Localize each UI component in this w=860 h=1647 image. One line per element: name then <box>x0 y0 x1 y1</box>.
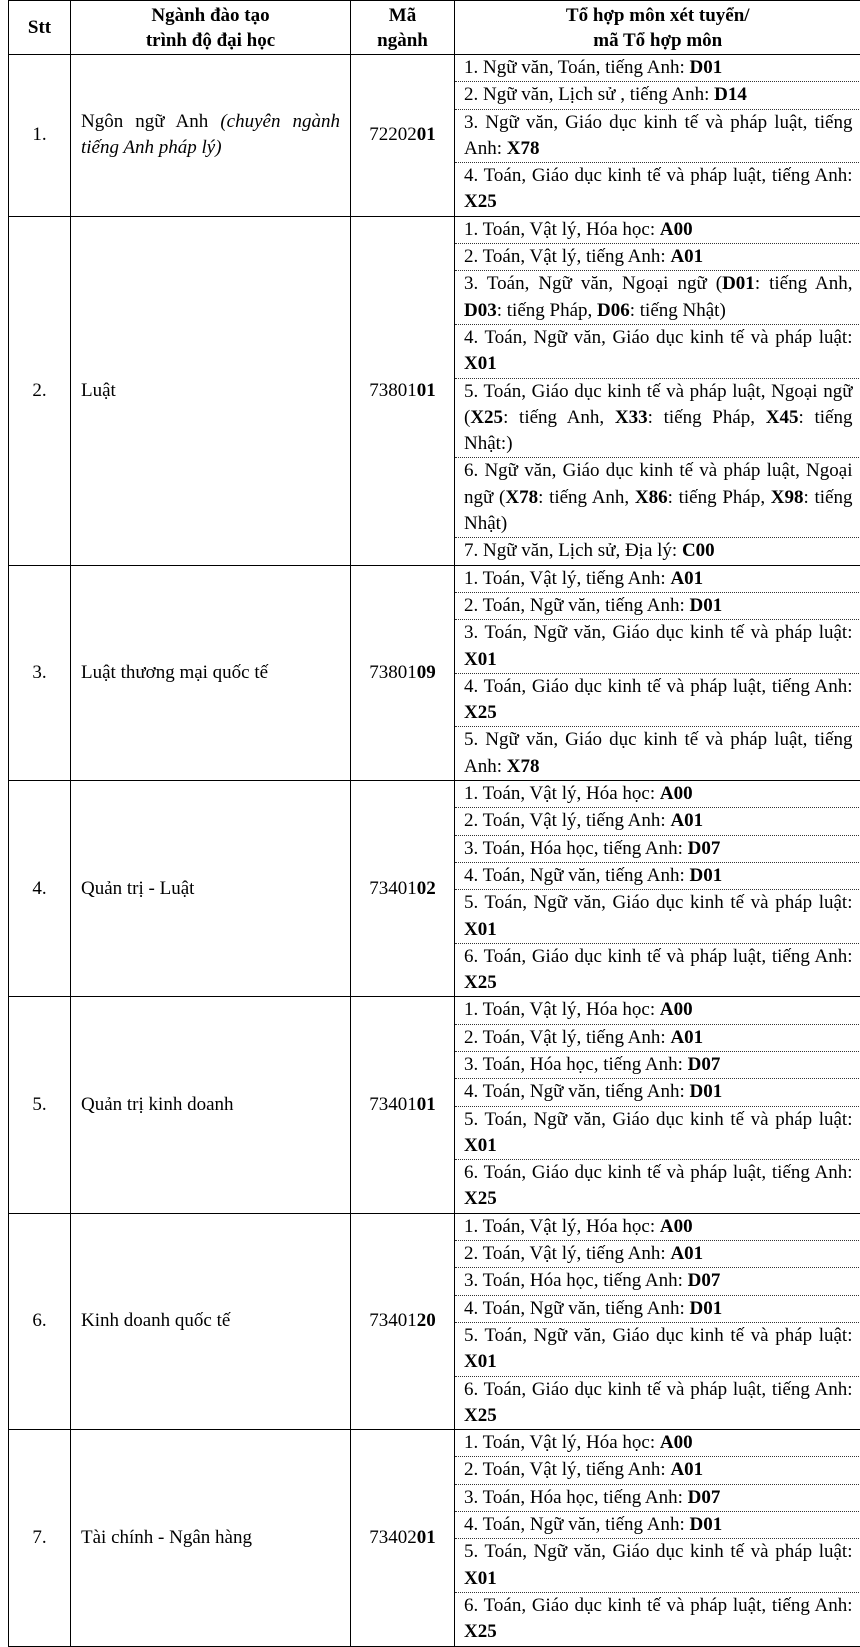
subject-combo-item <box>455 244 860 271</box>
combo-code: X01 <box>464 1351 497 1372</box>
combo-text: 2. Ngữ văn, Lịch sử , tiếng Anh: <box>464 84 714 105</box>
combo-code: X25 <box>464 1405 497 1426</box>
combo-code: A00 <box>660 783 693 804</box>
combo-code: X98 <box>771 487 804 508</box>
header-program-line2: trình độ đại học <box>71 28 350 53</box>
table-row <box>9 1213 860 1429</box>
row-program-code <box>351 1430 455 1646</box>
combo-text: 7. Ngữ văn, Lịch sử, Địa lý: <box>464 540 682 561</box>
combo-code: X86 <box>635 487 668 508</box>
admission-table-page <box>8 0 860 1647</box>
header-combos-line1: Tổ hợp môn xét tuyển/ <box>455 3 860 28</box>
combo-text: 2. Toán, Vật lý, tiếng Anh: <box>464 810 670 831</box>
subject-combo-item <box>455 55 860 82</box>
combo-text: 5. Toán, Ngữ văn, Giáo dục kinh tế và pháp luật: <box>464 1541 853 1562</box>
combo-text: 4. Toán, Ngữ văn, tiếng Anh: <box>464 1298 690 1319</box>
combo-code: X01 <box>464 1568 497 1589</box>
header-code <box>351 1 455 55</box>
row-stt: 3. <box>9 565 71 780</box>
combo-text: 1. Toán, Vật lý, Hóa học: <box>464 999 660 1020</box>
table-row <box>9 216 860 565</box>
program-code-suffix: 01 <box>417 124 436 145</box>
subject-combo-item <box>455 1430 860 1457</box>
subject-combo-item <box>455 1241 860 1268</box>
subject-combo-item <box>455 1052 860 1079</box>
combo-code: D01 <box>722 273 755 294</box>
combo-text: 5. Toán, Ngữ văn, Giáo dục kinh tế và pháp luật: <box>464 892 853 913</box>
combo-text: : tiếng Nhật) <box>464 487 853 534</box>
table-row <box>9 1430 860 1646</box>
program-name-text: Kinh doanh quốc tế <box>81 1310 230 1331</box>
program-code-suffix: 20 <box>417 1310 436 1331</box>
program-code-suffix: 09 <box>417 662 436 683</box>
combo-code: A01 <box>670 1459 703 1480</box>
combo-code: X01 <box>464 1135 497 1156</box>
subject-combo-item <box>455 566 860 593</box>
combo-text: 3. Toán, Hóa học, tiếng Anh: <box>464 1270 688 1291</box>
program-code-prefix: 73801 <box>369 380 417 401</box>
subject-combo-item <box>455 593 860 620</box>
subject-combo-item <box>455 110 860 164</box>
subject-combo-item <box>455 1323 860 1377</box>
row-program-name <box>71 1213 351 1429</box>
combo-text: 3. Toán, Hóa học, tiếng Anh: <box>464 1054 688 1075</box>
combo-code: X01 <box>464 919 497 940</box>
combo-code: D01 <box>690 57 723 78</box>
subject-combo-item <box>455 836 860 863</box>
subject-combo-item <box>455 1539 860 1593</box>
program-code-prefix: 73401 <box>369 1310 417 1331</box>
combo-code: A00 <box>660 999 693 1020</box>
combo-code: A01 <box>670 568 703 589</box>
subject-combo-item <box>455 379 860 459</box>
subject-combo-item <box>455 944 860 997</box>
program-name-text: Quản trị - Luật <box>81 878 194 899</box>
row-program-name <box>71 55 351 217</box>
combo-text: : tiếng Nhật) <box>630 300 726 321</box>
row-program-code <box>351 997 455 1213</box>
subject-combo-item <box>455 808 860 835</box>
combo-text: 6. Toán, Giáo dục kinh tế và pháp luật, tiếng Anh: <box>464 1379 853 1400</box>
combo-code: X25 <box>464 1621 497 1642</box>
combo-text: 4. Toán, Giáo dục kinh tế và pháp luật, tiếng Anh: <box>464 165 853 186</box>
header-program-line1: Ngành đào tạo <box>71 3 350 28</box>
combo-text: 3. Toán, Hóa học, tiếng Anh: <box>464 838 688 859</box>
subject-combo-item <box>455 1107 860 1161</box>
combo-code: D01 <box>690 595 723 616</box>
combo-code: D01 <box>690 865 723 886</box>
table-row <box>9 565 860 780</box>
table-body <box>9 55 860 1647</box>
header-code-line1: Mã <box>351 3 454 28</box>
row-program-code <box>351 216 455 565</box>
combo-code: X25 <box>464 972 497 993</box>
row-program-code <box>351 781 455 997</box>
subject-combo-item <box>455 1457 860 1484</box>
combo-text: 3. Toán, Ngữ văn, Ngoại ngữ ( <box>464 273 722 294</box>
combo-text: 1. Toán, Vật lý, Hóa học: <box>464 1432 660 1453</box>
subject-combo-item <box>455 1512 860 1539</box>
combo-code: D01 <box>690 1298 723 1319</box>
program-code-suffix: 01 <box>417 1527 436 1548</box>
combo-code: A01 <box>670 810 703 831</box>
combo-text: 5. Toán, Ngữ văn, Giáo dục kinh tế và pháp luật: <box>464 1109 853 1130</box>
row-stt: 7. <box>9 1430 71 1646</box>
combo-text: 4. Toán, Ngữ văn, tiếng Anh: <box>464 1081 690 1102</box>
table-row <box>9 781 860 997</box>
subject-combo-item <box>455 727 860 780</box>
subject-combo-item <box>455 217 860 244</box>
program-name-text: Luật <box>81 380 116 401</box>
combo-text: 1. Ngữ văn, Toán, tiếng Anh: <box>464 57 690 78</box>
combo-text: 6. Toán, Giáo dục kinh tế và pháp luật, tiếng Anh: <box>464 1595 853 1616</box>
combo-code: D03 <box>464 300 497 321</box>
combo-text: 4. Toán, Giáo dục kinh tế và pháp luật, tiếng Anh: <box>464 676 853 697</box>
combo-text: : tiếng Pháp, <box>648 407 766 428</box>
program-code-prefix: 73801 <box>369 662 417 683</box>
subject-combo-item <box>455 271 860 325</box>
combo-code: A00 <box>660 1216 693 1237</box>
combo-code: D14 <box>714 84 747 105</box>
combo-text: 3. Ngữ văn, Giáo dục kinh tế và pháp luật, tiếng Anh: <box>464 112 853 159</box>
combo-code: A01 <box>670 1243 703 1264</box>
program-code-prefix: 72202 <box>369 124 417 145</box>
combo-text: 2. Toán, Ngữ văn, tiếng Anh: <box>464 595 690 616</box>
combo-text: 6. Toán, Giáo dục kinh tế và pháp luật, tiếng Anh: <box>464 1162 853 1183</box>
combo-code: D07 <box>688 1487 721 1508</box>
combo-text: 2. Toán, Vật lý, tiếng Anh: <box>464 1243 670 1264</box>
program-name-text: Ngôn ngữ Anh <box>81 111 220 132</box>
program-name-text: Luật thương mại quốc tế <box>81 662 268 683</box>
header-stt <box>9 1 71 55</box>
program-code-prefix: 73402 <box>369 1527 417 1548</box>
combo-text: 1. Toán, Vật lý, Hóa học: <box>464 1216 660 1237</box>
table-row <box>9 997 860 1213</box>
row-program-name <box>71 781 351 997</box>
row-subject-combos <box>455 997 860 1213</box>
subject-combo-item <box>455 1079 860 1106</box>
subject-combo-item <box>455 620 860 674</box>
combo-text: 5. Toán, Giáo dục kinh tế và pháp luật, Ngoại ngữ ( <box>464 381 853 428</box>
row-stt: 1. <box>9 55 71 217</box>
subject-combo-item <box>455 1485 860 1512</box>
subject-combo-item <box>455 997 860 1024</box>
header-program <box>71 1 351 55</box>
header-code-line2: ngành <box>351 28 454 53</box>
subject-combo-item <box>455 863 860 890</box>
row-program-name <box>71 1430 351 1646</box>
combo-text: 2. Toán, Vật lý, tiếng Anh: <box>464 246 670 267</box>
subject-combo-item <box>455 1593 860 1646</box>
combo-text: : tiếng Anh, <box>503 407 615 428</box>
subject-combo-item <box>455 1268 860 1295</box>
row-subject-combos <box>455 1213 860 1429</box>
row-program-name <box>71 997 351 1213</box>
program-specialization-text: (chuyên ngành tiếng Anh pháp lý) <box>81 111 340 158</box>
combo-text: 2. Toán, Vật lý, tiếng Anh: <box>464 1459 670 1480</box>
subject-combo-item <box>455 538 860 564</box>
row-program-code <box>351 55 455 217</box>
subject-combo-item <box>455 163 860 216</box>
row-subject-combos <box>455 565 860 780</box>
program-name-text: Quản trị kinh doanh <box>81 1094 234 1115</box>
row-stt: 4. <box>9 781 71 997</box>
row-program-name <box>71 565 351 780</box>
subject-combo-item <box>455 1296 860 1323</box>
subject-combo-item <box>455 674 860 728</box>
combo-text: 1. Toán, Vật lý, Hóa học: <box>464 219 660 240</box>
program-name-text: Tài chính - Ngân hàng <box>81 1527 252 1548</box>
combo-text: 4. Toán, Ngữ văn, tiếng Anh: <box>464 865 690 886</box>
row-subject-combos <box>455 55 860 217</box>
combo-text: 5. Toán, Ngữ văn, Giáo dục kinh tế và pháp luật: <box>464 1325 853 1346</box>
combo-code: D01 <box>690 1081 723 1102</box>
combo-code: X78 <box>507 756 540 777</box>
admission-table <box>8 0 860 1647</box>
combo-code: D07 <box>688 1270 721 1291</box>
row-stt: 5. <box>9 997 71 1213</box>
row-stt: 2. <box>9 216 71 565</box>
combo-code: D07 <box>688 1054 721 1075</box>
combo-code: X25 <box>470 407 503 428</box>
combo-text: 4. Toán, Ngữ văn, tiếng Anh: <box>464 1514 690 1535</box>
row-subject-combos <box>455 216 860 565</box>
row-program-code <box>351 565 455 780</box>
table-header-row <box>9 1 860 55</box>
row-subject-combos <box>455 781 860 997</box>
combo-code: X33 <box>615 407 648 428</box>
combo-text: : tiếng Pháp, <box>497 300 597 321</box>
combo-text: 1. Toán, Vật lý, tiếng Anh: <box>464 568 670 589</box>
combo-text: 6. Ngữ văn, Giáo dục kinh tế và pháp luật, Ngoại ngữ ( <box>464 460 853 507</box>
subject-combo-item <box>455 1377 860 1430</box>
table-row <box>9 55 860 217</box>
combo-code: A01 <box>670 246 703 267</box>
combo-code: D06 <box>597 300 630 321</box>
combo-code: X78 <box>505 487 538 508</box>
combo-code: D07 <box>688 838 721 859</box>
combo-code: A00 <box>660 219 693 240</box>
combo-code: X45 <box>766 407 799 428</box>
program-code-suffix: 02 <box>417 878 436 899</box>
combo-text: : tiếng Pháp, <box>668 487 771 508</box>
combo-code: X25 <box>464 702 497 723</box>
header-combos <box>455 1 860 55</box>
program-code-prefix: 73401 <box>369 1094 417 1115</box>
combo-text: 4. Toán, Ngữ văn, Giáo dục kinh tế và pháp luật: <box>464 327 853 348</box>
combo-code: X01 <box>464 353 497 374</box>
combo-text: 5. Ngữ văn, Giáo dục kinh tế và pháp luật, tiếng Anh: <box>464 729 853 776</box>
combo-code: X25 <box>464 1188 497 1209</box>
combo-text: 3. Toán, Hóa học, tiếng Anh: <box>464 1487 688 1508</box>
subject-combo-item <box>455 890 860 944</box>
subject-combo-item <box>455 1214 860 1241</box>
combo-text: 1. Toán, Vật lý, Hóa học: <box>464 783 660 804</box>
combo-code: X01 <box>464 649 497 670</box>
program-code-suffix: 01 <box>417 1094 436 1115</box>
combo-code: A00 <box>660 1432 693 1453</box>
combo-code: A01 <box>670 1027 703 1048</box>
combo-code: C00 <box>682 540 715 561</box>
program-code-suffix: 01 <box>417 380 436 401</box>
combo-code: D01 <box>690 1514 723 1535</box>
subject-combo-item <box>455 1160 860 1213</box>
subject-combo-item <box>455 781 860 808</box>
row-program-name <box>71 216 351 565</box>
row-stt: 6. <box>9 1213 71 1429</box>
combo-text: : tiếng Anh, <box>755 273 853 294</box>
subject-combo-item <box>455 458 860 538</box>
combo-text: 2. Toán, Vật lý, tiếng Anh: <box>464 1027 670 1048</box>
combo-text: 6. Toán, Giáo dục kinh tế và pháp luật, tiếng Anh: <box>464 946 853 967</box>
subject-combo-item <box>455 1025 860 1052</box>
combo-code: X25 <box>464 191 497 212</box>
header-combos-line2: mã Tổ hợp môn <box>455 28 860 53</box>
combo-code: X78 <box>507 138 540 159</box>
header-stt-text: Stt <box>9 15 70 40</box>
subject-combo-item <box>455 82 860 109</box>
subject-combo-item <box>455 325 860 379</box>
program-code-prefix: 73401 <box>369 878 417 899</box>
combo-text: : tiếng Nhật:) <box>464 407 853 454</box>
combo-text: : tiếng Anh, <box>538 487 635 508</box>
combo-text: 3. Toán, Ngữ văn, Giáo dục kinh tế và pháp luật: <box>464 622 853 643</box>
row-program-code <box>351 1213 455 1429</box>
row-subject-combos <box>455 1430 860 1646</box>
